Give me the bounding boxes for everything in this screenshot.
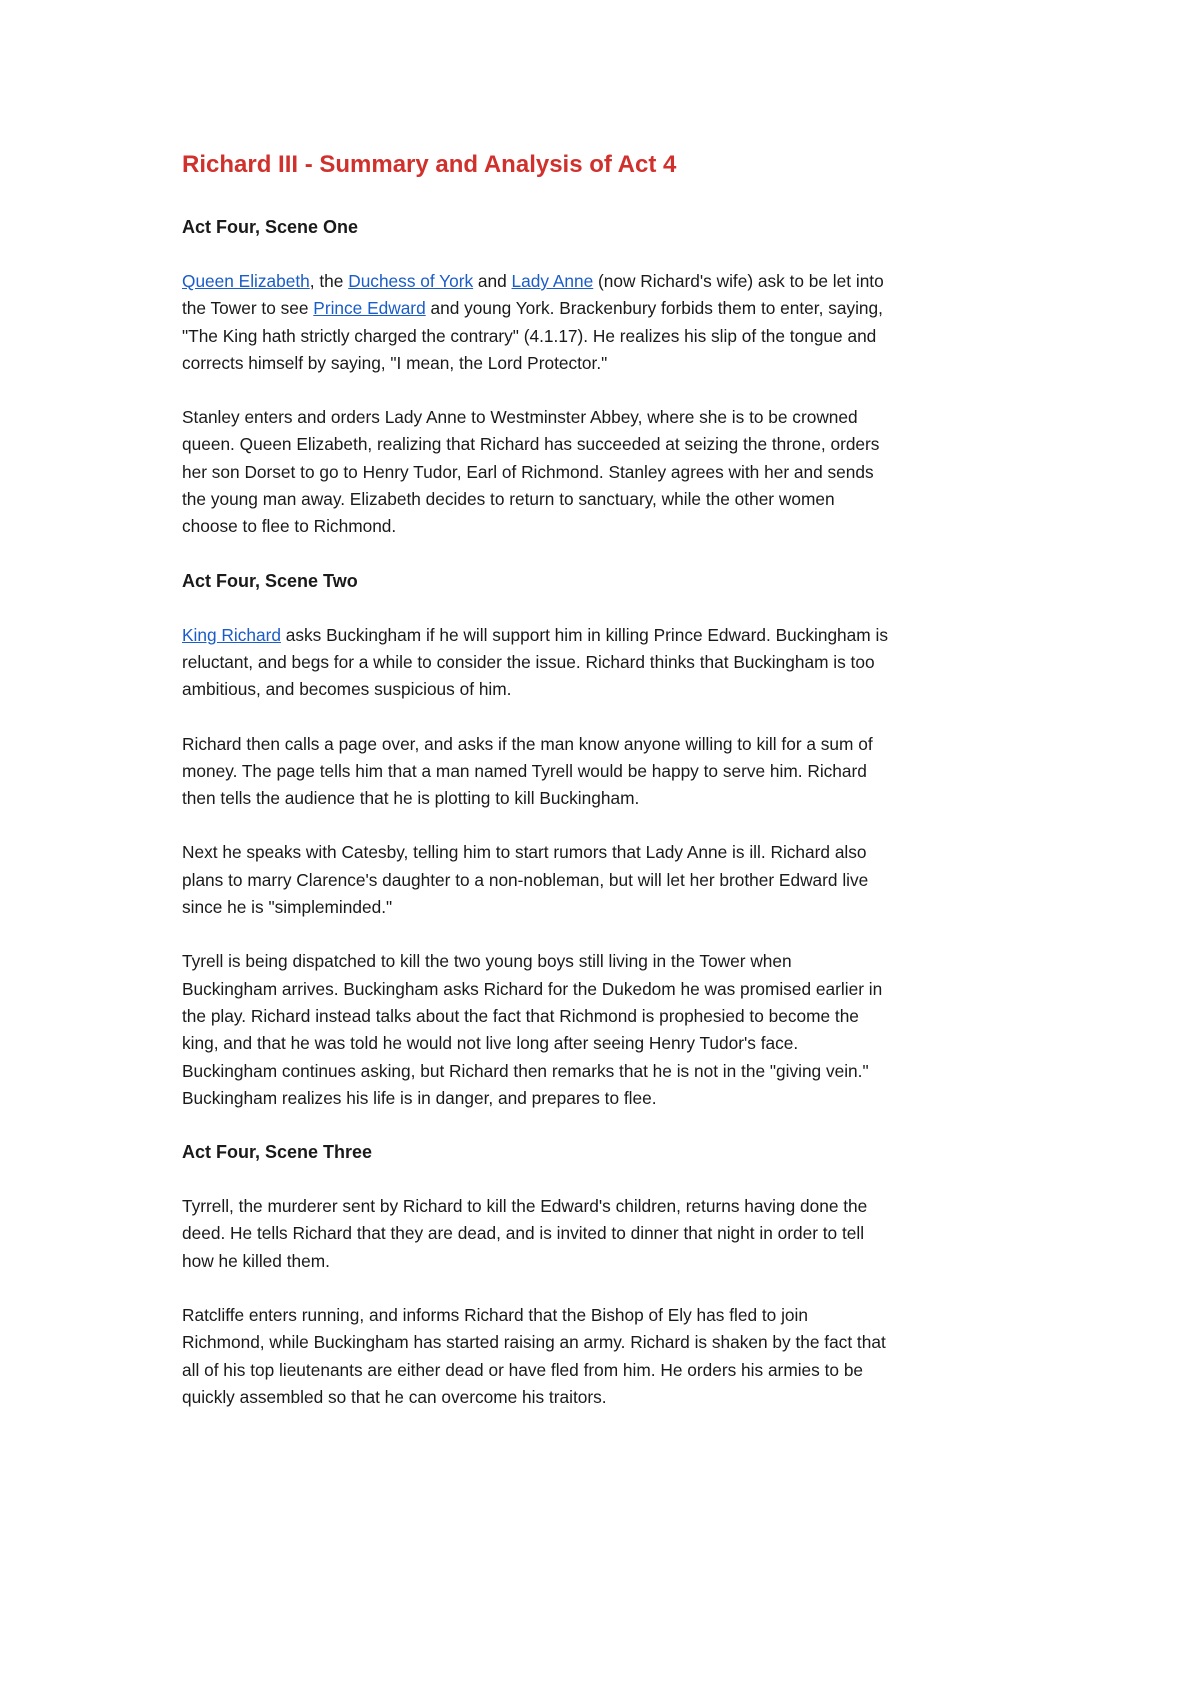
paragraph-line bbox=[182, 295, 1022, 322]
scene-three-paragraph-1 bbox=[182, 1193, 1022, 1275]
document-page bbox=[182, 150, 1022, 1411]
paragraph-line: Buckingham continues asking, but Richard then remarks that he is not in the "giving vein." bbox=[182, 1060, 869, 1081]
duchess-of-york-link[interactable]: Duchess of York bbox=[348, 271, 474, 291]
paragraph-line: Ratcliffe enters running, and informs Richard that the Bishop of Ely has fled to join bbox=[182, 1305, 808, 1326]
prince-edward-link[interactable]: Prince Edward bbox=[313, 298, 426, 319]
scene-three-section bbox=[182, 1139, 1022, 1411]
paragraph-line: the young man away. Elizabeth decides to return to sanctuary, while the other women bbox=[182, 489, 835, 510]
paragraph-line bbox=[182, 268, 1022, 295]
paragraph-line: deed. He tells Richard that they are dead, and is invited to dinner that night in order to tell bbox=[182, 1223, 865, 1244]
paragraph-line: "The King hath strictly charged the contrary" (4.1.17). He realizes his slip of the tongue and bbox=[182, 325, 877, 346]
paragraph-line: corrects himself by saying, "I mean, the Lord Protector." bbox=[182, 352, 608, 373]
paragraph-line: Richard then calls a page over, and asks if the man know anyone willing to kill for a sum of bbox=[182, 733, 873, 754]
lady-anne-link[interactable]: Lady Anne bbox=[511, 271, 594, 291]
paragraph-line: Stanley enters and orders Lady Anne to Westminster Abbey, where she is to be crowned bbox=[182, 407, 858, 428]
scene-two-paragraph-2 bbox=[182, 731, 1022, 813]
text-run: , the bbox=[309, 271, 349, 291]
paragraph-line: how he killed them. bbox=[182, 1250, 330, 1271]
text-run: and young York. Brackenbury forbids them to enter, saying, bbox=[425, 298, 883, 319]
paragraph-line: queen. Queen Elizabeth, realizing that Richard has succeeded at seizing the throne, orders bbox=[182, 434, 880, 455]
paragraph-line: reluctant, and begs for a while to consider the issue. Richard thinks that Buckingham is too bbox=[182, 651, 875, 672]
text-run: asks Buckingham if he will support him in killing Prince Edward. Buckingham is bbox=[280, 624, 888, 645]
scene-two-paragraph-1 bbox=[182, 622, 1022, 704]
scene-two-paragraph-4 bbox=[182, 948, 1022, 1112]
scene-two-paragraph-3 bbox=[182, 839, 1022, 921]
paragraph-line: money. The page tells him that a man named Tyrell would be happy to serve him. Richard bbox=[182, 760, 867, 781]
paragraph-line: choose to flee to Richmond. bbox=[182, 516, 397, 537]
paragraph-line: Tyrrell, the murderer sent by Richard to kill the Edward's children, returns having done the bbox=[182, 1196, 868, 1217]
paragraph-line: plans to marry Clarence's daughter to a non-nobleman, but will let her brother Edward live bbox=[182, 869, 869, 890]
paragraph-line bbox=[182, 622, 1022, 649]
text-run: the Tower to see bbox=[182, 298, 314, 319]
scene-one-section bbox=[182, 214, 1022, 568]
paragraph-line: quickly assembled so that he can overcome his traitors. bbox=[182, 1386, 607, 1407]
king-richard-link[interactable]: King Richard bbox=[182, 624, 281, 645]
scene-one-paragraph-2 bbox=[182, 404, 1022, 540]
paragraph-line: her son Dorset to go to Henry Tudor, Earl of Richmond. Stanley agrees with her and sends bbox=[182, 461, 874, 482]
scene-one-paragraph-1 bbox=[182, 268, 1022, 377]
scene-three-heading: Act Four, Scene Three bbox=[182, 1142, 373, 1163]
scene-one-heading: Act Four, Scene One bbox=[182, 217, 359, 237]
paragraph-line: the play. Richard instead talks about the fact that Richmond is prophesied to become the bbox=[182, 1005, 859, 1026]
paragraph-line: all of his top lieutenants are either dead or have fled from him. He orders his armies to be bbox=[182, 1359, 864, 1380]
document-title: Richard III - Summary and Analysis of Act 4 bbox=[182, 151, 677, 178]
text-run: and bbox=[473, 271, 512, 291]
paragraph-line: since he is "simpleminded." bbox=[182, 897, 393, 918]
paragraph-line: Next he speaks with Catesby, telling him to start rumors that Lady Anne is ill. Richard also bbox=[182, 842, 867, 863]
paragraph-line: Buckingham arrives. Buckingham asks Richard for the Dukedom he was promised earlier in bbox=[182, 978, 883, 999]
scene-two-heading: Act Four, Scene Two bbox=[182, 570, 358, 591]
paragraph-line: Buckingham realizes his life is in danger, and prepares to flee. bbox=[182, 1087, 657, 1108]
paragraph-line: then tells the audience that he is plotting to kill Buckingham. bbox=[182, 788, 640, 809]
paragraph-line: Richmond, while Buckingham has started raising an army. Richard is shaken by the fact that bbox=[182, 1332, 886, 1353]
scene-three-paragraph-2 bbox=[182, 1302, 1022, 1411]
paragraph-line: Tyrell is being dispatched to kill the two young boys still living in the Tower when bbox=[182, 951, 792, 972]
text-run: (now Richard's wife) ask to be let into bbox=[593, 271, 884, 291]
paragraph-line: ambitious, and becomes suspicious of him. bbox=[182, 679, 512, 700]
paragraph-line: king, and that he was told he would not live long after seeing Henry Tudor's face. bbox=[182, 1033, 799, 1054]
scene-two-section bbox=[182, 568, 1022, 1139]
queen-elizabeth-link[interactable]: Queen Elizabeth bbox=[182, 271, 310, 291]
